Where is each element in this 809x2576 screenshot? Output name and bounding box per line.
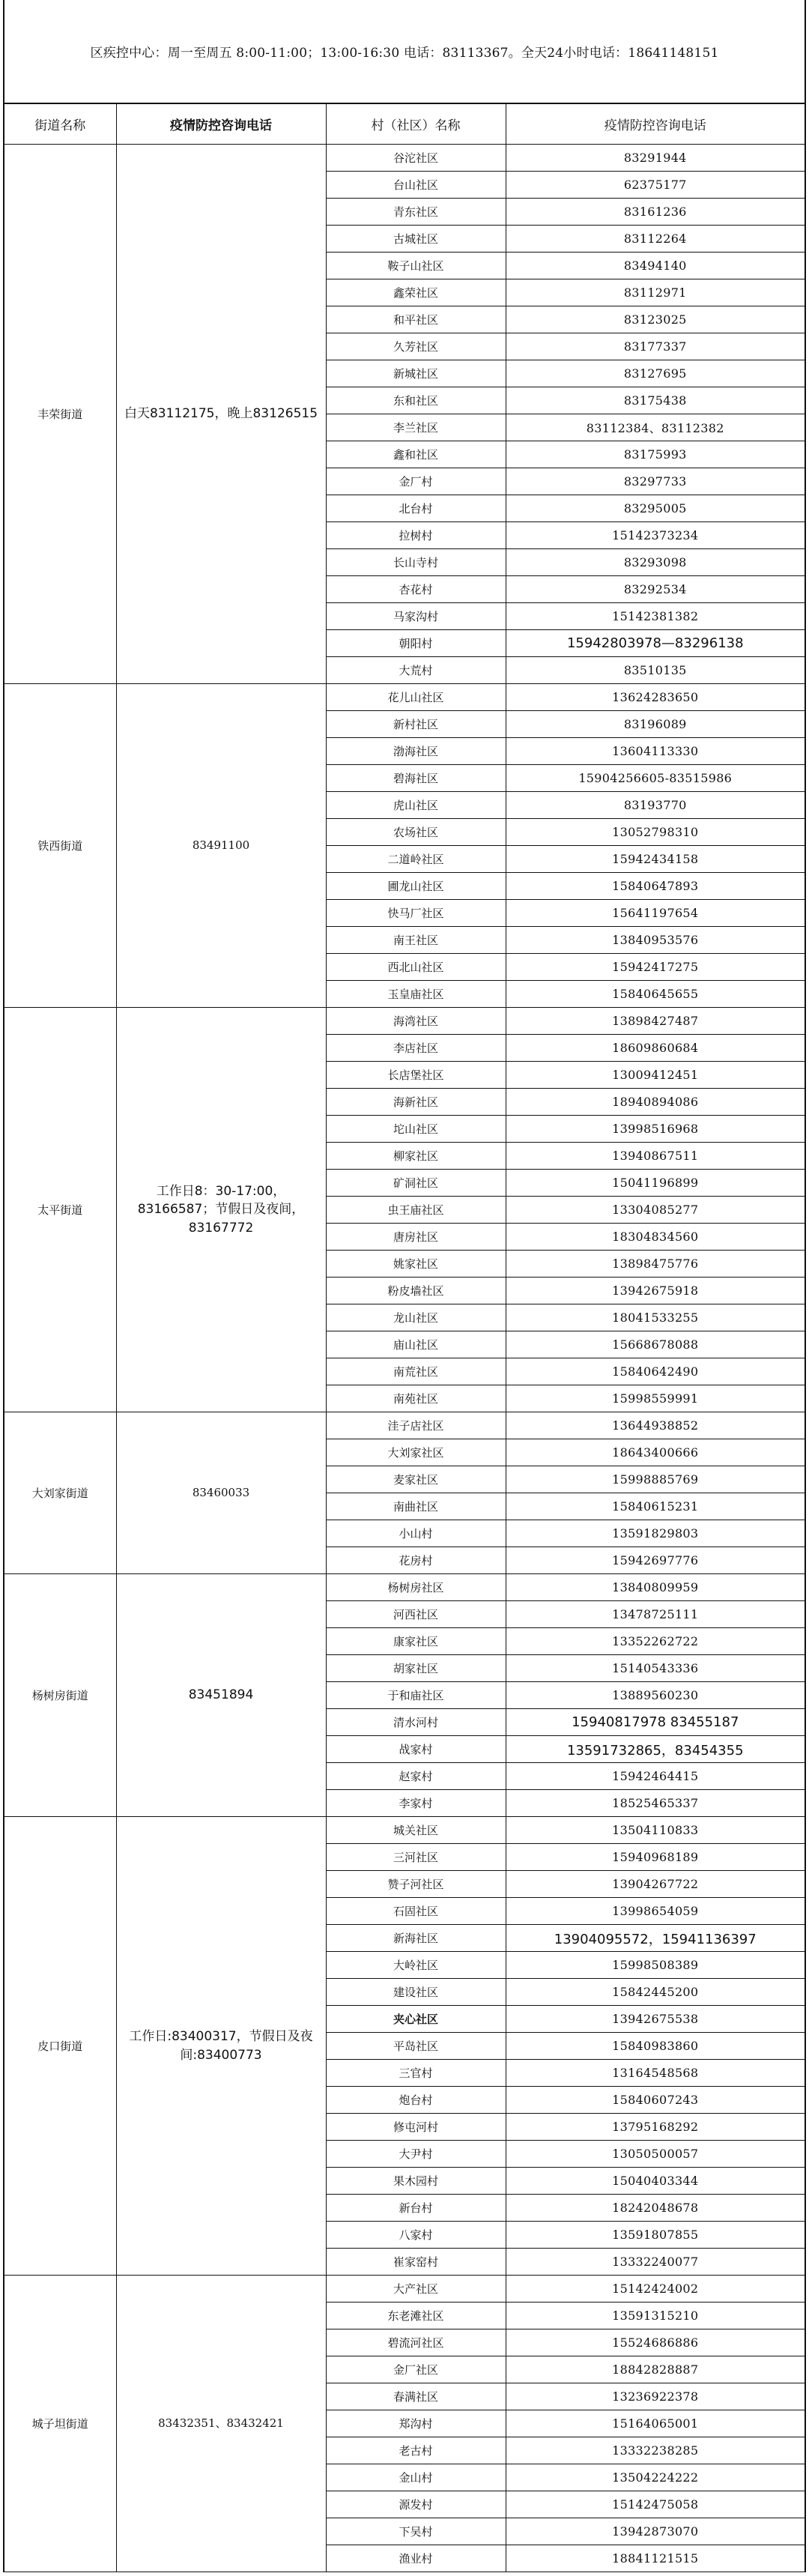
community-phone: 13009412451 — [506, 1062, 805, 1089]
street-name: 大刘家街道 — [4, 1412, 116, 1574]
community-phone: 18643400666 — [506, 1439, 805, 1466]
community-name: 南苑社区 — [326, 1385, 506, 1412]
community-phone: 15840983860 — [506, 2033, 805, 2060]
community-name: 李店社区 — [326, 1035, 506, 1062]
community-phone: 18609860684 — [506, 1035, 805, 1062]
community-phone: 15998885769 — [506, 1466, 805, 1493]
community-phone: 62375177 — [506, 172, 805, 199]
street-phone: 83451894 — [116, 1574, 326, 1817]
community-name: 海新社区 — [326, 1089, 506, 1116]
street-phone: 工作日:83400317，节假日及夜间:83400773 — [116, 1817, 326, 2276]
table-row — [4, 1008, 805, 1035]
community-phone: 83175438 — [506, 387, 805, 414]
community-phone: 15940968189 — [506, 1844, 805, 1871]
header-street: 街道名称 — [4, 104, 116, 145]
community-phone: 13898475776 — [506, 1251, 805, 1278]
community-name: 矿洞社区 — [326, 1170, 506, 1197]
community-phone: 13164548568 — [506, 2060, 805, 2087]
community-phone: 13942675538 — [506, 2006, 805, 2033]
community-phone: 13604113330 — [506, 738, 805, 765]
community-phone: 15041196899 — [506, 1170, 805, 1197]
community-phone: 83292534 — [506, 576, 805, 603]
community-name: 南曲社区 — [326, 1493, 506, 1520]
community-name: 北台村 — [326, 495, 506, 522]
community-name: 金厂社区 — [326, 2356, 506, 2383]
community-phone: 13644938852 — [506, 1412, 805, 1439]
table-row — [4, 684, 805, 711]
community-phone: 83193770 — [506, 792, 805, 819]
street-name: 城子坦街道 — [4, 2276, 116, 2572]
community-phone: 18842828887 — [506, 2356, 805, 2383]
community-name: 姚家社区 — [326, 1251, 506, 1278]
community-phone: 15840645655 — [506, 981, 805, 1008]
community-name: 碧流河社区 — [326, 2329, 506, 2356]
community-phone: 15142373234 — [506, 522, 805, 549]
street-name: 丰荣街道 — [4, 145, 116, 684]
community-phone: 83293098 — [506, 549, 805, 576]
table-row — [4, 145, 805, 172]
community-name: 洼子店社区 — [326, 1412, 506, 1439]
community-name: 三河社区 — [326, 1844, 506, 1871]
community-name: 夹心社区 — [326, 2006, 506, 2033]
community-phone: 83112384、83112382 — [506, 414, 805, 441]
community-name: 于和庙社区 — [326, 1682, 506, 1709]
community-phone: 13840809959 — [506, 1574, 805, 1601]
community-name: 源发村 — [326, 2491, 506, 2518]
community-phone: 13332240077 — [506, 2249, 805, 2276]
community-name: 青东社区 — [326, 199, 506, 226]
community-phone: 13889560230 — [506, 1682, 805, 1709]
community-phone: 83123025 — [506, 306, 805, 333]
community-name: 鑫和社区 — [326, 441, 506, 468]
community-name: 古城社区 — [326, 226, 506, 253]
community-name: 炮台村 — [326, 2087, 506, 2114]
street-name: 杨树房街道 — [4, 1574, 116, 1817]
community-phone: 15942803978—83296138 — [506, 630, 805, 657]
header-street-phone: 疫情防控咨询电话 — [116, 104, 326, 145]
table-header-row — [4, 104, 805, 145]
street-phone: 83491100 — [116, 684, 326, 1008]
community-name: 修屯河村 — [326, 2114, 506, 2141]
community-name: 海湾社区 — [326, 1008, 506, 1035]
community-name: 久芳社区 — [326, 333, 506, 360]
community-name: 柳家社区 — [326, 1143, 506, 1170]
street-name: 太平街道 — [4, 1008, 116, 1412]
community-phone: 83494140 — [506, 253, 805, 279]
community-phone: 13052798310 — [506, 819, 805, 846]
community-name: 长山寺村 — [326, 549, 506, 576]
community-name: 麦家社区 — [326, 1466, 506, 1493]
community-phone: 15142381382 — [506, 603, 805, 630]
cdc-notice: 区疾控中心：周一至周五 8:00-11:00；13:00-16:30 电话：83113367。全天24小时电话：18641148151 — [3, 0, 806, 103]
table-row — [4, 1412, 805, 1439]
community-name: 碧海社区 — [326, 765, 506, 792]
community-name: 粉皮墙社区 — [326, 1278, 506, 1304]
community-name: 玉皇庙社区 — [326, 981, 506, 1008]
community-phone: 15998508389 — [506, 1952, 805, 1979]
community-name: 东老滩社区 — [326, 2303, 506, 2329]
community-phone: 13591807855 — [506, 2222, 805, 2249]
community-name: 台山社区 — [326, 172, 506, 199]
community-phone: 15842445200 — [506, 1979, 805, 2006]
community-name: 谷沱社区 — [326, 145, 506, 172]
community-phone: 13898427487 — [506, 1008, 805, 1035]
community-name: 小山村 — [326, 1520, 506, 1547]
community-name: 龙山社区 — [326, 1304, 506, 1331]
community-name: 大刘家社区 — [326, 1439, 506, 1466]
community-phone: 15904256605-83515986 — [506, 765, 805, 792]
community-phone: 13998516968 — [506, 1116, 805, 1143]
community-phone: 13591732865，83454355 — [506, 1736, 805, 1763]
community-phone: 13504224222 — [506, 2464, 805, 2491]
community-phone: 83175993 — [506, 441, 805, 468]
community-phone: 15164065001 — [506, 2410, 805, 2437]
community-name: 赵家村 — [326, 1763, 506, 1790]
community-phone: 18940894086 — [506, 1089, 805, 1116]
community-name: 战家村 — [326, 1736, 506, 1763]
community-name: 建设社区 — [326, 1979, 506, 2006]
header-community-phone: 疫情防控咨询电话 — [506, 104, 805, 145]
community-name: 果木园村 — [326, 2168, 506, 2195]
community-name: 农场社区 — [326, 819, 506, 846]
community-phone: 18841121515 — [506, 2545, 805, 2572]
community-phone: 15524686886 — [506, 2329, 805, 2356]
community-phone: 83177337 — [506, 333, 805, 360]
community-name: 新海社区 — [326, 1925, 506, 1952]
community-phone: 13050500057 — [506, 2141, 805, 2168]
community-phone: 15942434158 — [506, 846, 805, 873]
community-phone: 13478725111 — [506, 1601, 805, 1628]
community-phone: 15840607243 — [506, 2087, 805, 2114]
community-phone: 15142424002 — [506, 2276, 805, 2303]
table-row — [4, 2276, 805, 2303]
community-name: 郑沟村 — [326, 2410, 506, 2437]
community-name: 三官村 — [326, 2060, 506, 2087]
community-name: 鑫荣社区 — [326, 279, 506, 306]
community-name: 长店堡社区 — [326, 1062, 506, 1089]
community-phone: 13591829803 — [506, 1520, 805, 1547]
community-name: 唐房社区 — [326, 1224, 506, 1251]
community-phone: 15942417275 — [506, 954, 805, 981]
community-name: 平岛社区 — [326, 2033, 506, 2060]
community-name: 南荒社区 — [326, 1358, 506, 1385]
community-phone: 15668678088 — [506, 1331, 805, 1358]
community-name: 和平社区 — [326, 306, 506, 333]
community-name: 杏花村 — [326, 576, 506, 603]
community-phone: 13942675918 — [506, 1278, 805, 1304]
community-phone: 13624283650 — [506, 684, 805, 711]
community-name: 新村社区 — [326, 711, 506, 738]
community-name: 虫王庙社区 — [326, 1197, 506, 1224]
community-name: 金山村 — [326, 2464, 506, 2491]
community-name: 八家村 — [326, 2222, 506, 2249]
street-phone: 白天83112175，晚上83126515 — [116, 145, 326, 684]
community-phone: 83295005 — [506, 495, 805, 522]
community-name: 坨山社区 — [326, 1116, 506, 1143]
community-phone: 13504110833 — [506, 1817, 805, 1844]
community-name: 南王社区 — [326, 927, 506, 954]
community-phone: 13332238285 — [506, 2437, 805, 2464]
community-name: 杨树房社区 — [326, 1574, 506, 1601]
community-phone: 18041533255 — [506, 1304, 805, 1331]
community-phone: 18242048678 — [506, 2195, 805, 2222]
community-name: 大荒村 — [326, 657, 506, 684]
table-body — [4, 145, 805, 2572]
community-name: 花儿山社区 — [326, 684, 506, 711]
community-name: 圃龙山社区 — [326, 873, 506, 900]
community-name: 东和社区 — [326, 387, 506, 414]
community-name: 渔业村 — [326, 2545, 506, 2572]
community-name: 金厂村 — [326, 468, 506, 495]
community-phone: 13904267722 — [506, 1871, 805, 1898]
community-name: 城关社区 — [326, 1817, 506, 1844]
community-phone: 13942873070 — [506, 2518, 805, 2545]
community-name: 鞍子山社区 — [326, 253, 506, 279]
community-phone: 83510135 — [506, 657, 805, 684]
community-name: 下吴村 — [326, 2518, 506, 2545]
table-row — [4, 1574, 805, 1601]
street-phone: 83460033 — [116, 1412, 326, 1574]
community-phone: 15942464415 — [506, 1763, 805, 1790]
consultation-phone-table — [3, 103, 806, 2572]
community-name: 马家沟村 — [326, 603, 506, 630]
community-phone: 83112264 — [506, 226, 805, 253]
street-phone: 工作日8：30-17:00，83166587；节假日及夜间，83167772 — [116, 1008, 326, 1412]
community-phone: 83196089 — [506, 711, 805, 738]
community-phone: 15998559991 — [506, 1385, 805, 1412]
community-phone: 13352262722 — [506, 1628, 805, 1655]
community-phone: 15840615231 — [506, 1493, 805, 1520]
community-name: 二道岭社区 — [326, 846, 506, 873]
community-name: 拉树村 — [326, 522, 506, 549]
community-phone: 83161236 — [506, 199, 805, 226]
community-name: 老古村 — [326, 2437, 506, 2464]
community-name: 庙山社区 — [326, 1331, 506, 1358]
community-phone: 15940817978 83455187 — [506, 1709, 805, 1736]
community-name: 石固社区 — [326, 1898, 506, 1925]
community-phone: 15040403344 — [506, 2168, 805, 2195]
community-phone: 13236922378 — [506, 2383, 805, 2410]
community-phone: 15840647893 — [506, 873, 805, 900]
community-phone: 15142475058 — [506, 2491, 805, 2518]
community-name: 新台村 — [326, 2195, 506, 2222]
community-phone: 18304834560 — [506, 1224, 805, 1251]
community-phone: 13940867511 — [506, 1143, 805, 1170]
community-name: 赞子河社区 — [326, 1871, 506, 1898]
community-phone: 13998654059 — [506, 1898, 805, 1925]
community-phone: 13840953576 — [506, 927, 805, 954]
header-community: 村（社区）名称 — [326, 104, 506, 145]
community-name: 快马厂社区 — [326, 900, 506, 927]
community-phone: 13304085277 — [506, 1197, 805, 1224]
community-phone: 18525465337 — [506, 1790, 805, 1817]
community-phone: 13904095572，15941136397 — [506, 1925, 805, 1952]
community-name: 大岭社区 — [326, 1952, 506, 1979]
community-phone: 83297733 — [506, 468, 805, 495]
community-name: 花房村 — [326, 1547, 506, 1574]
community-phone: 13591315210 — [506, 2303, 805, 2329]
community-name: 朝阳村 — [326, 630, 506, 657]
community-name: 渤海社区 — [326, 738, 506, 765]
community-phone: 83112971 — [506, 279, 805, 306]
community-name: 西北山社区 — [326, 954, 506, 981]
community-name: 大尹村 — [326, 2141, 506, 2168]
community-name: 大产社区 — [326, 2276, 506, 2303]
street-phone: 83432351、83432421 — [116, 2276, 326, 2572]
street-name: 皮口街道 — [4, 1817, 116, 2276]
community-phone: 83127695 — [506, 360, 805, 387]
community-name: 春满社区 — [326, 2383, 506, 2410]
street-name: 铁西街道 — [4, 684, 116, 1008]
community-phone: 15840642490 — [506, 1358, 805, 1385]
community-name: 李家村 — [326, 1790, 506, 1817]
community-name: 胡家社区 — [326, 1655, 506, 1682]
community-phone: 15942697776 — [506, 1547, 805, 1574]
community-name: 李兰社区 — [326, 414, 506, 441]
community-phone: 15140543336 — [506, 1655, 805, 1682]
community-name: 新城社区 — [326, 360, 506, 387]
community-phone: 83291944 — [506, 145, 805, 172]
community-name: 康家社区 — [326, 1628, 506, 1655]
community-phone: 15641197654 — [506, 900, 805, 927]
community-name: 清水河村 — [326, 1709, 506, 1736]
community-name: 虎山社区 — [326, 792, 506, 819]
table-row — [4, 1817, 805, 1844]
community-name: 河西社区 — [326, 1601, 506, 1628]
community-phone: 13795168292 — [506, 2114, 805, 2141]
community-name: 崔家窑村 — [326, 2249, 506, 2276]
